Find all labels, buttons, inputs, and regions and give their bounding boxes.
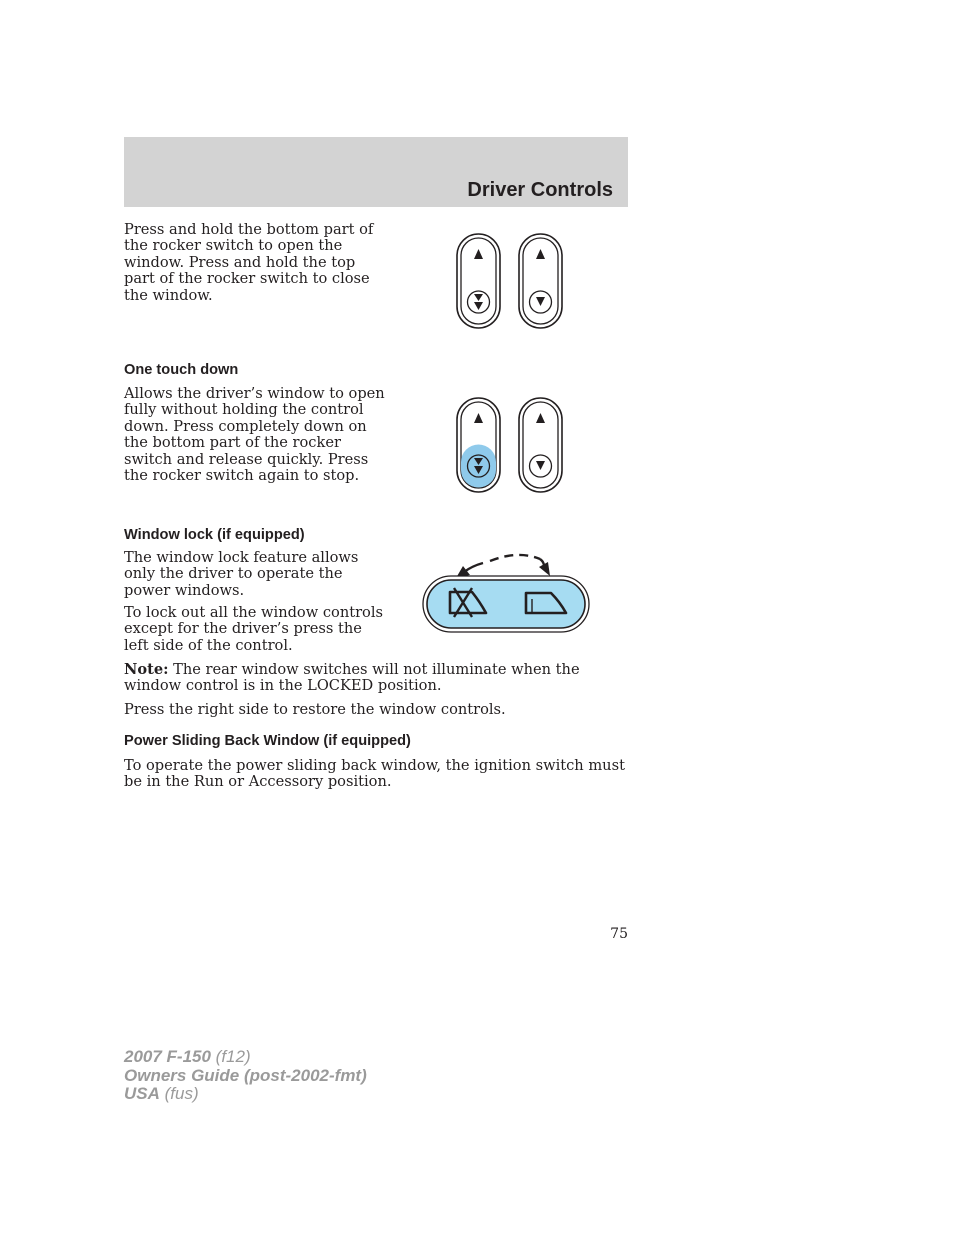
window-lock-paragraph-1: The window lock feature allows only the driver to operate the power windows. — [124, 549, 359, 599]
section-header — [124, 137, 628, 207]
window-lock-figure — [420, 550, 592, 636]
sliding-window-paragraph: To operate the power sliding back window, the ignition switch must be in the Run or Accessory position. — [124, 757, 625, 791]
note-label: Note: — [124, 661, 169, 678]
passenger-rocker-switch — [519, 398, 562, 492]
toggle-arrow — [490, 555, 540, 561]
footer-line-2: Owners Guide (post-2002-fmt) — [124, 1065, 367, 1085]
rocker-switch-figure — [452, 230, 568, 334]
restore-paragraph: Press the right side to restore the window controls. — [124, 701, 506, 718]
passenger-rocker-switch — [519, 234, 562, 328]
right-arrowhead-icon — [539, 562, 550, 576]
page-number: 75 — [610, 926, 628, 942]
document-footer — [124, 1048, 367, 1104]
footer-line-1: 2007 F-150 (f12) — [124, 1047, 251, 1066]
one-touch-down-paragraph: Allows the driver’s window to open fully without holding the control down. Press completely down on the bottom part of the rocker switch and release quickly. Press the rocker switch again to stop. — [124, 385, 385, 485]
note-text: The rear window switches will not illuminate when the window control is in the LOCKED position. — [124, 661, 580, 695]
sliding-window-heading: Power Sliding Back Window (if equipped) — [124, 733, 411, 749]
footer-line-3: USA (fus) — [124, 1084, 199, 1103]
one-touch-switch-figure — [452, 394, 568, 498]
intro-paragraph: Press and hold the bottom part of the rocker switch to open the window. Press and hold the top part of the rocker switch to close the window. — [124, 221, 374, 304]
window-lock-heading: Window lock (if equipped) — [124, 527, 305, 543]
one-touch-down-heading: One touch down — [124, 362, 239, 378]
section-title: Driver Controls — [467, 179, 613, 201]
driver-rocker-switch — [457, 234, 500, 328]
driver-rocker-switch — [457, 398, 500, 492]
note-paragraph — [124, 662, 634, 695]
window-lock-paragraph-2: To lock out all the window controls except for the driver’s press the left side of the control. — [124, 604, 383, 654]
